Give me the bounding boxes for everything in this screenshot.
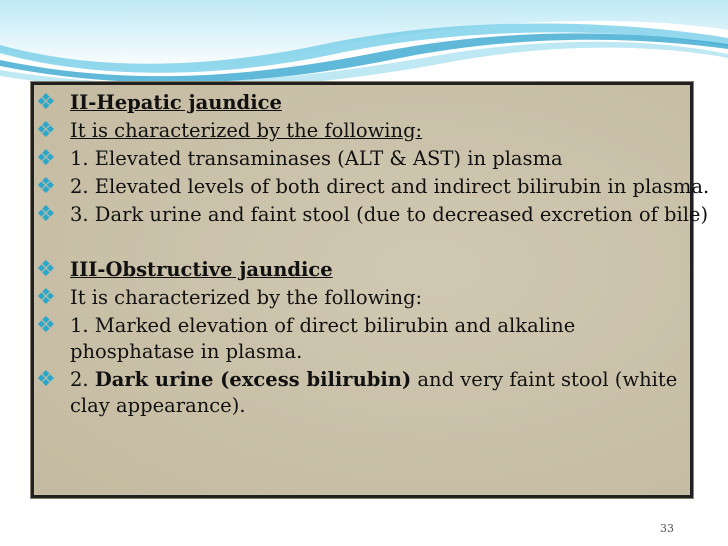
- list-item: [36, 367, 690, 419]
- list-item-text-suffix: and very faint stool (white clay appearance).: [70, 368, 678, 417]
- section-heading-obstructive: III-Obstructive jaundice: [70, 258, 333, 281]
- list-item: [36, 202, 725, 228]
- list-item-text: It is characterized by the following:: [70, 119, 423, 142]
- diamond-bullet-icon: ❖: [36, 285, 56, 310]
- section-heading-hepatic: II-Hepatic jaundice: [70, 91, 282, 114]
- diamond-bullet-icon: ❖: [36, 313, 56, 338]
- diamond-bullet-icon: ❖: [36, 90, 56, 115]
- list-item: [36, 90, 728, 116]
- list-item-text-prefix: 2.: [70, 368, 95, 391]
- diamond-bullet-icon: ❖: [36, 367, 56, 392]
- diamond-bullet-icon: ❖: [36, 146, 56, 171]
- bullet-list: [36, 90, 728, 419]
- page-number: 33: [660, 522, 674, 535]
- diamond-bullet-icon: ❖: [36, 174, 56, 199]
- slide-content-box: [31, 82, 710, 498]
- header-wave-decoration: [0, 0, 728, 90]
- list-item-text: 1. Marked elevation of direct bilirubin and alkaline phosphatase in plasma.: [70, 314, 576, 363]
- list-item-text: 3. Dark urine and faint stool (due to decreased excretion of bile): [70, 203, 709, 226]
- list-item: [36, 313, 670, 365]
- list-item: [36, 174, 710, 200]
- diamond-bullet-icon: ❖: [36, 118, 56, 143]
- diamond-bullet-icon: ❖: [36, 257, 56, 282]
- diamond-bullet-icon: ❖: [36, 202, 56, 227]
- list-item-text: 1. Elevated transaminases (ALT & AST) in plasma: [70, 147, 563, 170]
- list-item: [36, 285, 728, 311]
- list-item: [36, 257, 728, 283]
- list-item: [36, 118, 728, 144]
- list-item-text-bold: Dark urine (excess bilirubin): [94, 368, 412, 391]
- list-item-text: It is characterized by the following:: [70, 286, 423, 309]
- list-item-text: 2. Elevated levels of both direct and indirect bilirubin in plasma.: [70, 175, 710, 198]
- list-item: [36, 146, 728, 172]
